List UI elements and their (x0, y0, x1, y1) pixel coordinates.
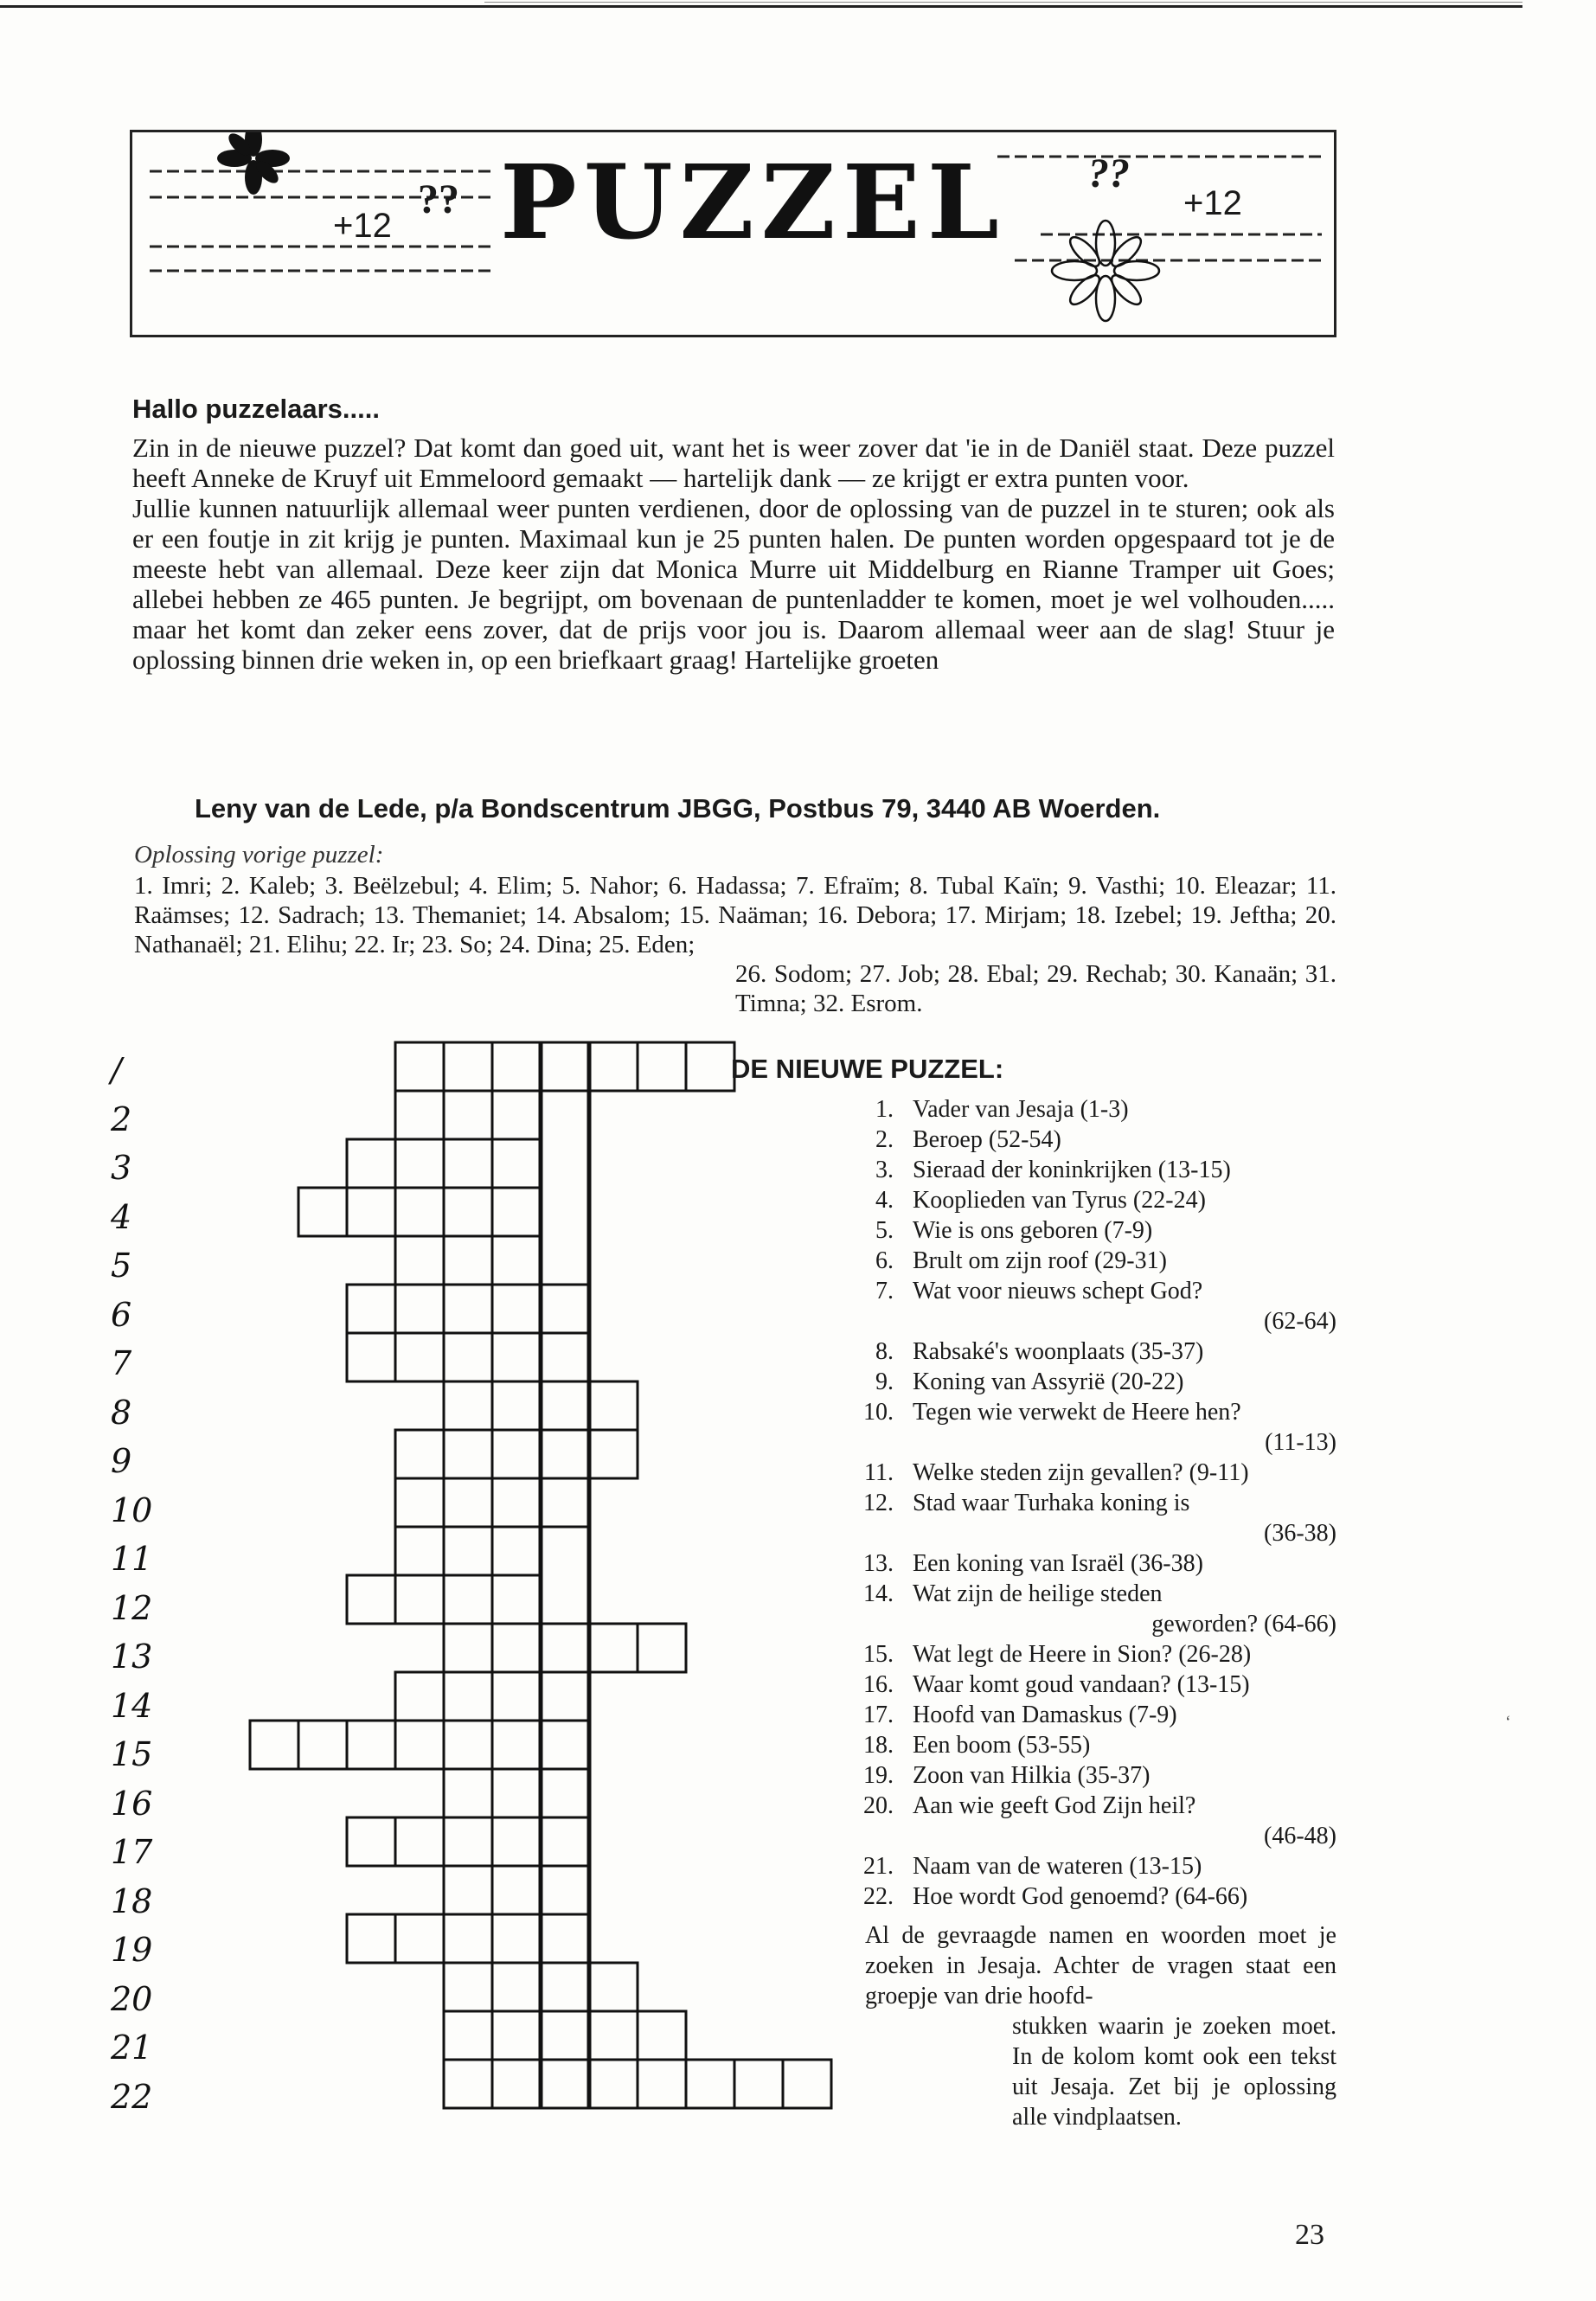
clue-number: 16. (863, 1671, 894, 1698)
clue-text-wrap: (36-38) (1264, 1520, 1336, 1547)
clue-text: Rabsaké's woonplaats (35-37) (913, 1338, 1204, 1365)
grid-cell[interactable] (492, 2060, 541, 2108)
grid-cell[interactable] (492, 1672, 541, 1721)
grid-cell[interactable] (444, 1817, 492, 1866)
clue-list (843, 1094, 1336, 1912)
grid-cell[interactable] (347, 1914, 395, 1963)
grid-cell[interactable] (395, 1672, 444, 1721)
clue-number: 8. (875, 1338, 894, 1365)
grid-cell[interactable] (541, 1430, 589, 1478)
clue-item (843, 1579, 1336, 1639)
grid-cell[interactable] (395, 1430, 444, 1478)
margin-number: 16 (111, 1784, 153, 1823)
intro-paragraph: Zin in de nieuwe puzzel? Dat komt dan goed uit, want het is weer zover dat 'ie in de Daniël staat. Deze puzzel heeft Anneke de Kruyf uit Emmeloord gemaakt — hartelijk dank — ze krijgt er extra punten voor. (132, 433, 1335, 493)
grid-cell[interactable] (444, 1721, 492, 1769)
banner-title: PUZZEL (500, 142, 1006, 262)
grid-cell[interactable] (541, 1672, 589, 1721)
clue-item (843, 1336, 1336, 1367)
clue-text: Hoofd van Damaskus (7-9) (913, 1702, 1177, 1728)
clue-item (843, 1094, 1336, 1125)
margin-number: 8 (111, 1393, 132, 1432)
grid-cell[interactable] (492, 1478, 541, 1527)
margin-number: 17 (111, 1833, 153, 1871)
grid-cell[interactable] (589, 1963, 638, 2011)
grid-cell[interactable] (347, 1285, 395, 1333)
grid-cell[interactable] (444, 1333, 492, 1381)
clue-text: Tegen wie verwekt de Heere hen? (913, 1399, 1241, 1426)
banner-plus-right: +12 (1183, 184, 1242, 222)
clue-number: 12. (863, 1490, 894, 1516)
top-rule-thin (484, 2, 1522, 3)
clue-item (843, 1730, 1336, 1760)
clue-item (843, 1185, 1336, 1215)
clue-number: 13. (863, 1550, 894, 1577)
grid-cell[interactable] (444, 1188, 492, 1236)
clue-item (843, 1276, 1336, 1336)
grid-cell[interactable] (492, 1333, 541, 1381)
grid-cell[interactable] (395, 1478, 444, 1527)
clue-item (843, 1246, 1336, 1276)
clue-item (843, 1639, 1336, 1670)
clue-number: 18. (863, 1732, 894, 1759)
grid-cell[interactable] (347, 1139, 395, 1188)
grid-cell[interactable] (783, 2060, 831, 2108)
grid-cell[interactable] (541, 1963, 589, 2011)
grid-cell[interactable] (492, 1188, 541, 1236)
grid-cell[interactable] (395, 1721, 444, 1769)
clue-item (843, 1700, 1336, 1730)
previous-solution-body: 1. Imri; 2. Kaleb; 3. Beëlzebul; 4. Elim; 5. Nahor; 6. Hadassa; 7. Efraïm; 8. Tubal Kaïn; 9. Vasthi; 10. Eleazar; 11. Raämses; 12. Sadrach; 13. Themaniet; 14. Absalom; 15. Naäman; 16. Debora; 17. Mirjam; 18. Izebel; 19. Jeftha; 20. Nathanaël; 21. Elihu; 22. Ir; 23. So; 24. Dina; 25. Eden; (134, 872, 1336, 958)
grid-cell[interactable] (492, 1866, 541, 1914)
grid-cell[interactable] (492, 1381, 541, 1430)
grid-cell[interactable] (492, 2011, 541, 2060)
page-number: 23 (1295, 2219, 1324, 2251)
clue-text: Brult om zijn roof (29-31) (913, 1247, 1167, 1274)
grid-cell[interactable] (347, 1817, 395, 1866)
grid-cell[interactable] (395, 1236, 444, 1285)
margin-number: 10 (111, 1490, 153, 1529)
clue-text: Koning van Assyrië (20-22) (913, 1368, 1184, 1395)
grid-cell[interactable] (686, 1042, 734, 1091)
grid-cell[interactable] (541, 1769, 589, 1817)
clue-item (843, 1125, 1336, 1155)
grid-cell[interactable] (395, 1575, 444, 1624)
grid-cell[interactable] (589, 1624, 638, 1672)
clue-text: Een boom (53-55) (913, 1732, 1091, 1759)
grid-cell[interactable] (444, 1381, 492, 1430)
margin-number: 14 (111, 1686, 153, 1725)
clue-number: 19. (863, 1762, 894, 1789)
grid-cell[interactable] (444, 1285, 492, 1333)
clue-number: 9. (875, 1368, 894, 1395)
grid-cell[interactable] (444, 1430, 492, 1478)
grid-cell[interactable] (541, 1478, 589, 1527)
clue-number: 22. (863, 1883, 894, 1910)
grid-cell[interactable] (541, 1333, 589, 1381)
clue-text-wrap: (11-13) (1265, 1429, 1336, 1456)
grid-cell[interactable] (541, 1817, 589, 1866)
grid-cell[interactable] (589, 1381, 638, 1430)
grid-cell[interactable] (444, 1672, 492, 1721)
grid-cell[interactable] (589, 2060, 638, 2108)
banner-question-left: ?? (418, 176, 459, 222)
grid-cell[interactable] (541, 1624, 589, 1672)
asterisk-flower-icon (217, 132, 290, 195)
grid-cell[interactable] (541, 1866, 589, 1914)
clue-text: Waar komt goud vandaan? (13-15) (913, 1671, 1250, 1698)
grid-cell[interactable] (444, 1866, 492, 1914)
intro-text (132, 433, 1335, 675)
grid-cell[interactable] (589, 2011, 638, 2060)
grid-cell[interactable] (492, 1042, 541, 1091)
clue-text: Hoe wordt God genoemd? (64-66) (913, 1883, 1248, 1910)
margin-number: 13 (111, 1638, 153, 1676)
grid-cell[interactable] (492, 1769, 541, 1817)
grid-cell[interactable] (395, 1091, 444, 1139)
margin-number: 11 (111, 1540, 153, 1578)
clue-item (843, 1367, 1336, 1397)
clue-number: 14. (863, 1580, 894, 1607)
puzzle-banner (130, 130, 1336, 337)
grid-cell[interactable] (541, 2060, 589, 2108)
top-rule (0, 5, 1522, 8)
grid-cell[interactable] (589, 1430, 638, 1478)
grid-cell[interactable] (492, 1624, 541, 1672)
greeting-heading: Hallo puzzelaars..... (132, 394, 380, 424)
clue-text: Wat voor nieuws schept God? (913, 1278, 1203, 1304)
clue-item (843, 1155, 1336, 1185)
clue-text: Vader van Jesaja (1-3) (913, 1096, 1129, 1123)
grid-cell[interactable] (444, 1091, 492, 1139)
grid-cell[interactable] (444, 2060, 492, 2108)
clue-number: 10. (863, 1399, 894, 1426)
clue-number: 3. (875, 1157, 894, 1183)
clue-number: 6. (875, 1247, 894, 1274)
grid-cell[interactable] (638, 2011, 686, 2060)
clue-text-wrap: (46-48) (1264, 1823, 1336, 1849)
grid-cell[interactable] (492, 1914, 541, 1963)
grid-cell[interactable] (638, 2060, 686, 2108)
clue-number: 7. (875, 1278, 894, 1304)
grid-cell[interactable] (541, 1285, 589, 1333)
grid-cell[interactable] (734, 2060, 783, 2108)
clue-item (843, 1458, 1336, 1488)
grid-cell[interactable] (347, 1333, 395, 1381)
margin-number: 6 (111, 1295, 132, 1334)
clue-item (843, 1670, 1336, 1700)
grid-cell[interactable] (347, 1721, 395, 1769)
clue-number: 20. (863, 1792, 894, 1819)
clue-text: Aan wie geeft God Zijn heil? (913, 1792, 1196, 1819)
banner-plus-left: +12 (333, 207, 392, 245)
grid-cell[interactable] (444, 2011, 492, 2060)
grid-cell[interactable] (492, 1817, 541, 1866)
margin-number: 20 (111, 1979, 153, 2018)
clue-number: 4. (875, 1187, 894, 1214)
margin-number: 15 (111, 1735, 153, 1773)
clue-item (843, 1548, 1336, 1579)
clue-text: Sieraad der koninkrijken (13-15) (913, 1157, 1231, 1183)
clue-number: 15. (863, 1641, 894, 1668)
grid-cell[interactable] (444, 1624, 492, 1672)
grid-cell[interactable] (298, 1188, 347, 1236)
grid-cell[interactable] (541, 1721, 589, 1769)
margin-number: 19 (111, 1931, 153, 1969)
grid-cell[interactable] (492, 1236, 541, 1285)
grid-cell[interactable] (589, 1042, 638, 1091)
margin-number: 22 (111, 2077, 153, 2116)
grid-cell[interactable] (492, 1139, 541, 1188)
grid-cell[interactable] (492, 1963, 541, 2011)
grid-cell[interactable] (347, 1575, 395, 1624)
clue-text: Beroep (52-54) (913, 1126, 1061, 1153)
clue-text: Naam van de wateren (13-15) (913, 1853, 1202, 1880)
clue-item (843, 1488, 1336, 1548)
grid-cell[interactable] (444, 1575, 492, 1624)
grid-cell[interactable] (395, 1285, 444, 1333)
clue-number: 1. (875, 1096, 894, 1123)
grid-cell[interactable] (444, 1963, 492, 2011)
clue-number: 11. (864, 1459, 894, 1486)
clue-text: Wat zijn de heilige steden (913, 1580, 1163, 1607)
grid-cell[interactable] (492, 1430, 541, 1478)
stray-mark: ‘ (1505, 1713, 1511, 1732)
grid-cell[interactable] (395, 1042, 444, 1091)
grid-cell[interactable] (444, 1527, 492, 1575)
margin-number: 5 (111, 1247, 132, 1285)
clue-text: Zoon van Hilkia (35-37) (913, 1762, 1151, 1789)
clue-number: 2. (875, 1126, 894, 1153)
clue-text: Stad waar Turhaka koning is (913, 1490, 1190, 1516)
margin-number: / (111, 1051, 122, 1089)
margin-number: 9 (111, 1442, 132, 1480)
instructions-note: Al de gevraagde namen en woorden moet je zoeken in Jesaja. Achter de vragen staat een groepje van drie hoofd- (865, 1922, 1336, 2009)
clue-number: 5. (875, 1217, 894, 1244)
grid-cell[interactable] (638, 1042, 686, 1091)
grid-cell[interactable] (250, 1721, 298, 1769)
clue-item (843, 1397, 1336, 1458)
clue-item (843, 1881, 1336, 1912)
grid-cell[interactable] (395, 1817, 444, 1866)
grid-cell[interactable] (444, 1042, 492, 1091)
margin-number: 21 (111, 2029, 153, 2067)
new-puzzle-heading: DE NIEUWE PUZZEL: (731, 1054, 1004, 1084)
clue-text: Een koning van Israël (36-38) (913, 1550, 1203, 1577)
grid-cell[interactable] (347, 1188, 395, 1236)
clue-item (843, 1791, 1336, 1851)
margin-number: 4 (111, 1197, 132, 1236)
margin-number: 18 (111, 1881, 153, 1920)
grid-cell[interactable] (638, 1624, 686, 1672)
grid-cell[interactable] (541, 2011, 589, 2060)
clue-number: 21. (863, 1853, 894, 1880)
grid-cell[interactable] (395, 1527, 444, 1575)
margin-number: 12 (111, 1588, 153, 1627)
clue-item (843, 1851, 1336, 1881)
grid-cell[interactable] (395, 1139, 444, 1188)
grid-cell[interactable] (395, 1333, 444, 1381)
margin-number: 3 (111, 1149, 132, 1187)
grid-cell[interactable] (541, 1381, 589, 1430)
grid-cell[interactable] (395, 1188, 444, 1236)
grid-cell[interactable] (444, 1914, 492, 1963)
signature-address: Leny van de Lede, p/a Bondscentrum JBGG, Postbus 79, 3440 AB Woerden. (195, 793, 1161, 824)
instructions-note-continued: stukken waarin je zoeken moet. In de kolom komt ook een tekst uit Jesaja. Zet bij je oplossing alle vindplaatsen. (1012, 2013, 1336, 2131)
clue-text: Wat legt de Heere in Sion? (26-28) (913, 1641, 1252, 1668)
grid-cell[interactable] (492, 1575, 541, 1624)
grid-cell[interactable] (492, 1285, 541, 1333)
clue-text: Kooplieden van Tyrus (22-24) (913, 1187, 1206, 1214)
grid-cell[interactable] (686, 2060, 734, 2108)
grid-cell[interactable] (492, 1527, 541, 1575)
margin-number: 2 (111, 1099, 132, 1138)
clue-text-wrap: geworden? (64-66) (1151, 1611, 1336, 1638)
clue-text-wrap: (62-64) (1264, 1308, 1336, 1335)
grid-cell[interactable] (541, 1042, 589, 1091)
banner-question-right: ?? (1088, 151, 1130, 196)
clue-number: 17. (863, 1702, 894, 1728)
grid-cell[interactable] (492, 1091, 541, 1139)
clue-text: Welke steden zijn gevallen? (9-11) (913, 1459, 1249, 1486)
grid-cell[interactable] (444, 1236, 492, 1285)
grid-cell[interactable] (444, 1769, 492, 1817)
clue-item (843, 1215, 1336, 1246)
previous-solution-tail: 26. Sodom; 27. Job; 28. Ebal; 29. Rechab; 30. Kanaän; 31. Timna; 32. Esrom. (735, 960, 1336, 1017)
previous-solution-title: Oplossing vorige puzzel: (134, 841, 384, 868)
grid-cell[interactable] (492, 1721, 541, 1769)
grid-cell[interactable] (444, 1478, 492, 1527)
grid-cell[interactable] (444, 1139, 492, 1188)
grid-cell[interactable] (395, 1914, 444, 1963)
clue-text: Wie is ons geboren (7-9) (913, 1217, 1153, 1244)
grid-cell[interactable] (298, 1721, 347, 1769)
clue-item (843, 1760, 1336, 1791)
intro-paragraph: Jullie kunnen natuurlijk allemaal weer punten verdienen, door de oplossing van de puzzel in te sturen; ook als er een foutje in zit krijg je punten. Maximaal kun je 25 punten halen. De punten worden opgespaard tot je de meeste hebt van allemaal. Deze keer zijn dat Monica Murre uit Middelburg en Rianne Tramper uit Goes; allebei hebben ze 465 punten. Je begrijpt, om bovenaan de puntenladder te komen, moet je wel volhouden..... maar het komt dan zeker eens zover, dat de prijs voor jou is. Daarom allemaal weer aan de slag! Stuur je oplossing binnen drie weken in, op een briefkaart graag! Hartelijke groeten (132, 493, 1335, 675)
margin-number: 7 (111, 1344, 132, 1382)
